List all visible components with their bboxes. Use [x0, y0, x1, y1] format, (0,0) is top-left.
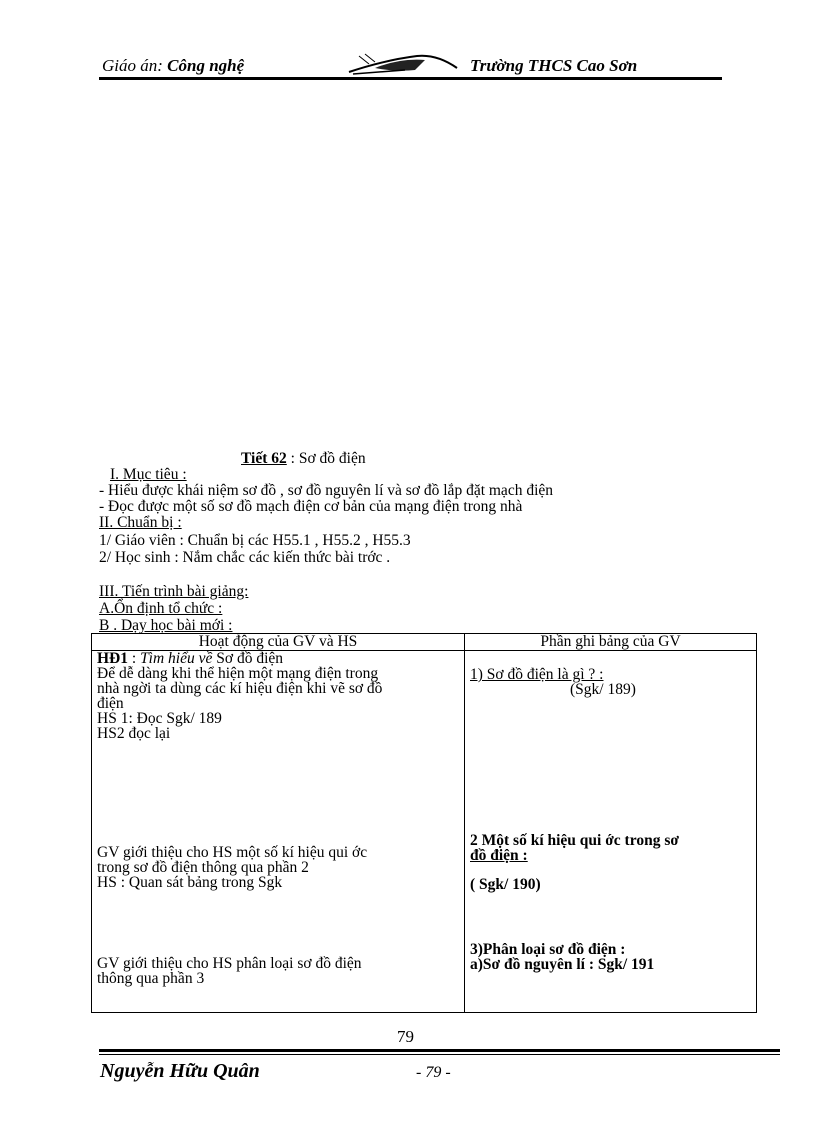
- footer-author: Nguyễn Hữu Quân: [100, 1060, 260, 1082]
- board-ref-2: ( Sgk/ 190): [470, 876, 541, 893]
- footer-rule-thick: [99, 1049, 780, 1052]
- prep-line: 1/ Giáo viên : Chuẩn bị các H55.1 , H55.2 , H55.3: [99, 532, 411, 549]
- activity-line: nhà ngời ta dùng các kí hiệu điện khi vẽ sơ đồ: [97, 680, 383, 697]
- activity-line: GV giới thiệu cho HS một số kí hiệu qui ớc: [97, 844, 368, 861]
- hd1-italic: Tìm hiểu về: [140, 650, 217, 667]
- board-section-2: 2 Một số kí hiệu qui ớc trong sơ đồ điện :: [470, 832, 679, 864]
- board-section-3: 3)Phân loại sơ đồ điện : a)Sơ đồ nguyên lí : Sgk/ 191: [470, 941, 655, 973]
- hd1-label: HĐ1: [97, 650, 128, 667]
- hd1-topic: Sơ đồ điện: [216, 650, 284, 667]
- page-number: 79: [397, 1027, 414, 1046]
- activity-line: Để dễ dàng khi thể hiện một mạng điện trong: [97, 665, 379, 682]
- board-cell: [465, 651, 757, 1013]
- footer-page: - 79 -: [416, 1064, 451, 1081]
- step-a: A.Ổn định tổ chức :: [99, 600, 223, 617]
- activity-line: GV giới thiệu cho HS phân loại sơ đồ điện: [97, 955, 362, 972]
- activity-line: HS : Quan sát bảng trong Sgk: [97, 874, 283, 891]
- prep-line: 2/ Học sinh : Nắm chắc các kiến thức bài trớc .: [99, 549, 391, 566]
- board-section-1: 1) Sơ đồ điện là gì ? :: [470, 666, 604, 683]
- footer-rule-thin: [99, 1054, 780, 1055]
- col-header-activities: Hoạt động của GV và HS: [92, 634, 465, 651]
- quill-pen-icon: [345, 50, 465, 78]
- step-b: B . Dạy học bài mới :: [99, 617, 233, 634]
- lesson-table: [91, 633, 757, 1013]
- prep-heading: II. Chuẩn bị :: [99, 514, 182, 531]
- header-subject: Công nghệ: [167, 56, 245, 75]
- col-header-board: Phần ghi bảng của GV: [465, 634, 757, 651]
- lesson-topic: : Sơ đồ điện: [286, 450, 366, 467]
- objectives-heading: I. Mục tiêu :: [110, 466, 187, 483]
- objective-line: - Đọc được một số sơ đồ mạch điện cơ bản của mạng điện trong nhà: [99, 498, 523, 515]
- lesson-title: [241, 451, 366, 467]
- objective-line: - Hiểu được khái niệm sơ đồ , sơ đồ nguyên lí và sơ đồ lắp đặt mạch điện: [99, 482, 554, 499]
- table-row: [92, 651, 757, 1013]
- activity-line: trong sơ đồ điện thông qua phần 2: [97, 859, 309, 876]
- header-label-group: Giáo án: Công nghệ: [102, 56, 245, 75]
- header-label: Giáo án: [102, 56, 158, 75]
- board-ref-1: (Sgk/ 189): [570, 681, 636, 698]
- activity-line: điện: [97, 695, 124, 712]
- header-rule: [99, 77, 722, 80]
- hd1-line: HĐ1 : Tìm hiểu về Sơ đồ điện: [97, 650, 284, 667]
- activity-line: thông qua phần 3: [97, 970, 205, 987]
- header-school: Trường THCS Cao Sơn: [470, 56, 638, 75]
- process-heading: III. Tiến trình bài giảng:: [99, 583, 249, 600]
- activity-line: HS2 đọc lại: [97, 725, 171, 742]
- activity-line: HS 1: Đọc Sgk/ 189: [97, 710, 222, 727]
- lesson-number: Tiết 62: [241, 450, 287, 467]
- table-header-row: [92, 634, 757, 651]
- activities-cell: [92, 651, 465, 1013]
